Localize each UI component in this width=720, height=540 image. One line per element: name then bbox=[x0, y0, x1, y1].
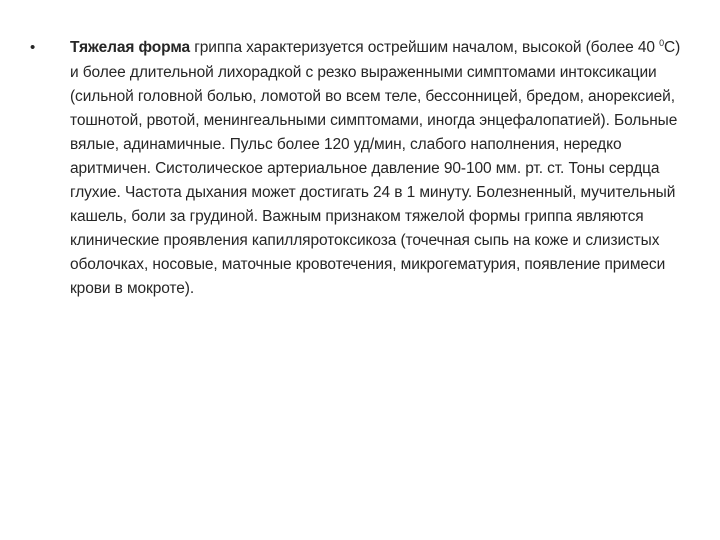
text-segment: С) и более длительной лихорадкой с резко выраженными симптомами интоксикации (сильной головной болью, ломотой во всем теле, бессонницей, бредом, анорексией, тошнотой, рвотой, менингеальными симптомами, иногда энцефалопатией). Больные вялые, адинамичные. Пульс более 120 уд/мин, слабого наполнения, нередко аритмичен. Систолическое артериальное давление 90-100 мм. рт. ст. Тоны сердца глухие. Частота дыхания может достигать 24 в 1 минуту. Болезненный, мучительный кашель, боли за грудиной. Важным признаком тяжелой формы гриппа являются клинические проявления капилляротоксикоза (точечная сыпь на коже и слизистых оболочках, носовые, маточные кровотечения, микрогематурия, появление примеси крови в мокроте). bbox=[70, 39, 681, 297]
degree-superscript: 0 bbox=[659, 38, 664, 48]
list-item bbox=[30, 36, 690, 301]
text-segment: гриппа характеризуется острейшим началом, высокой (более 40 bbox=[190, 39, 660, 56]
bullet-list bbox=[30, 36, 690, 301]
lead-term: Тяжелая форма bbox=[70, 39, 191, 56]
paragraph-text bbox=[70, 39, 680, 297]
bullet-marker: • bbox=[30, 39, 36, 56]
